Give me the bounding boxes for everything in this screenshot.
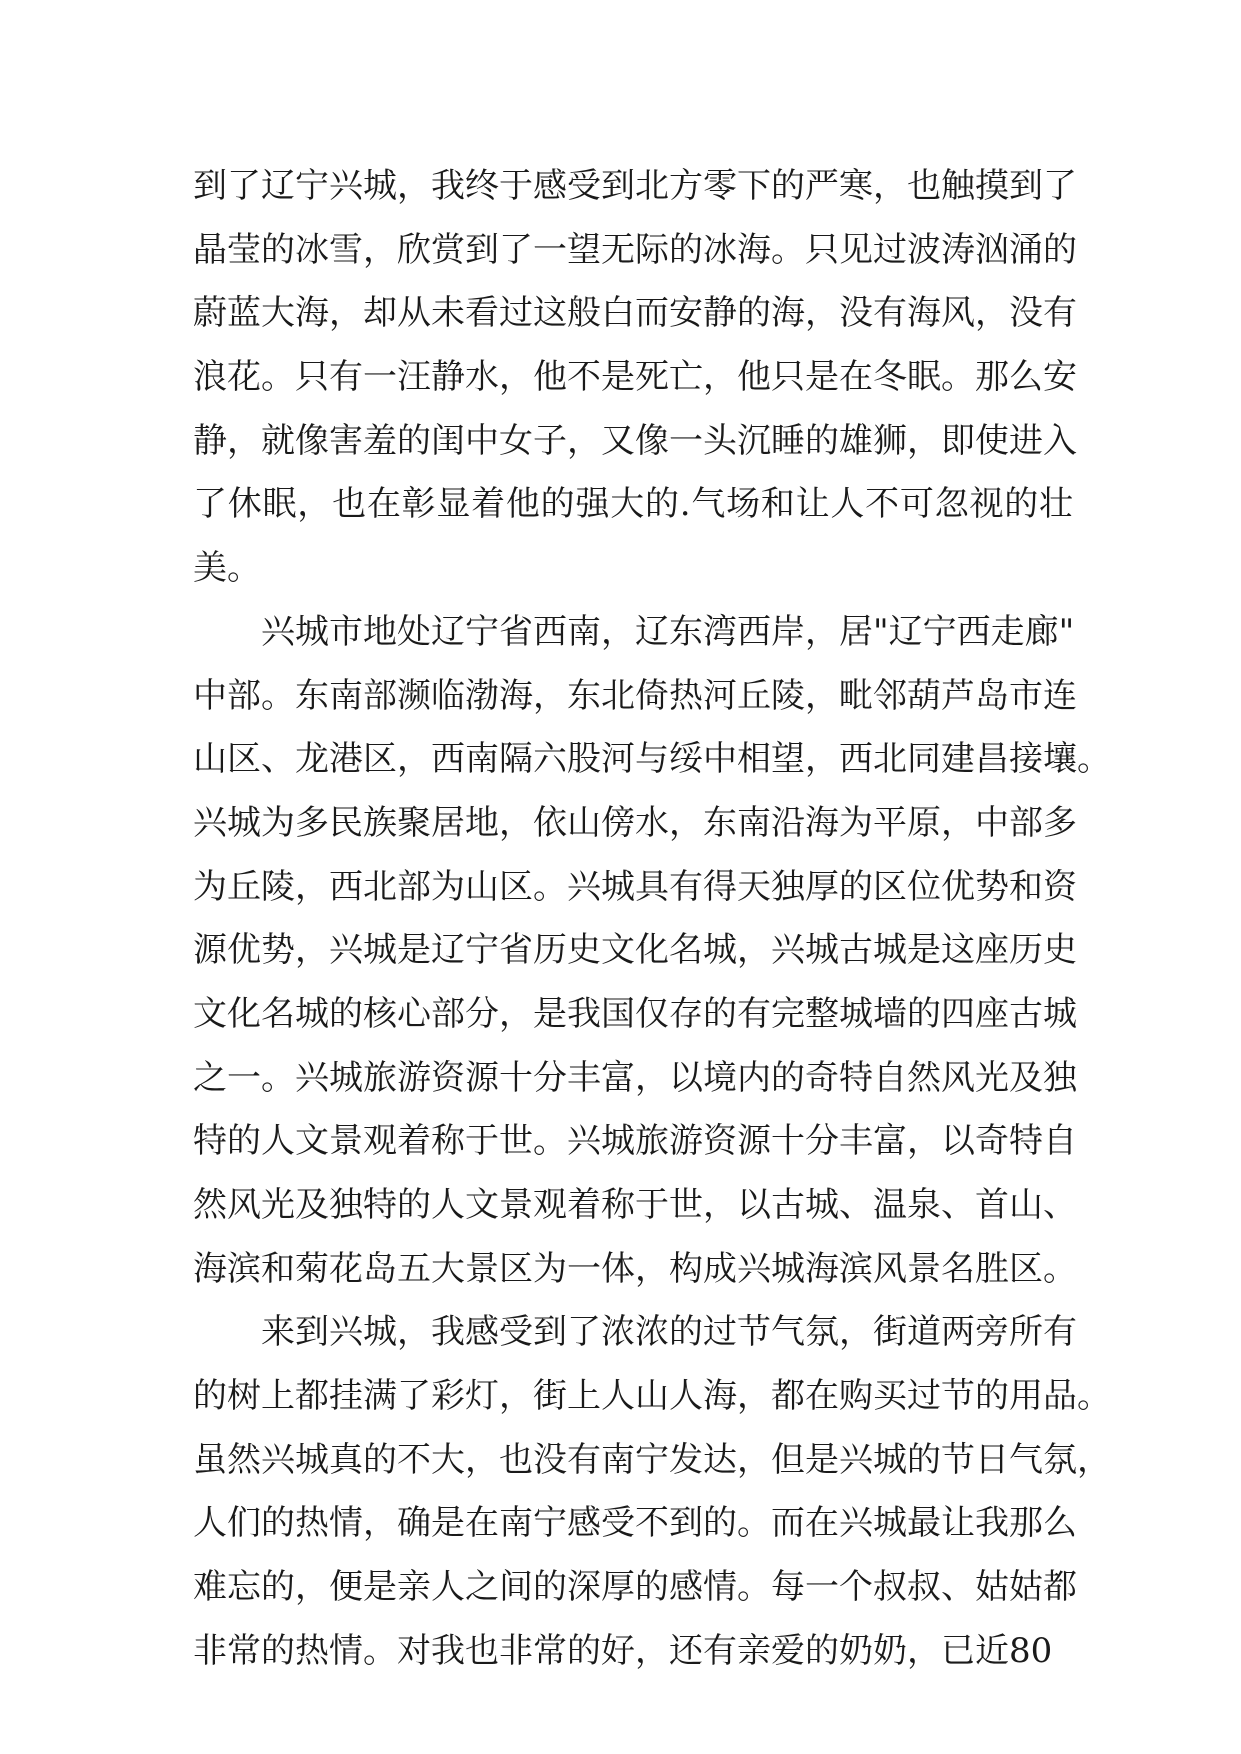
text-line: 之一。兴城旅游资源十分丰富，以境内的奇特自然风光及独 bbox=[193, 1057, 1077, 1098]
text-line: 文化名城的核心部分，是我国仅存的有完整城墙的四座古城 bbox=[193, 993, 1077, 1034]
text-line: 源优势，兴城是辽宁省历史文化名城，兴城古城是这座历史 bbox=[193, 930, 1077, 971]
text-line: 中部。东南部濒临渤海，东北倚热河丘陵，毗邻葫芦岛市连 bbox=[193, 675, 1077, 716]
text-line: 晶莹的冰雪，欣赏到了一望无际的冰海。只见过波涛汹涌的 bbox=[193, 229, 1077, 270]
text-line: 难忘的，便是亲人之间的深厚的感情。每一个叔叔、姑姑都 bbox=[193, 1567, 1077, 1608]
text-line: 兴城市地处辽宁省西南，辽东湾西岸，居"辽宁西走廊" bbox=[261, 611, 1075, 652]
text-line: 兴城为多民族聚居地，依山傍水，东南沿海为平原，中部多 bbox=[193, 802, 1077, 843]
paragraph-2 bbox=[193, 601, 1111, 1302]
text-line: 蔚蓝大海，却从未看过这般白而安静的海，没有海风，没有 bbox=[193, 293, 1077, 334]
text-line: 特的人文景观着称于世。兴城旅游资源十分丰富，以奇特自 bbox=[193, 1121, 1077, 1162]
text-line: 到了辽宁兴城，我终于感受到北方零下的严寒，也触摸到了 bbox=[193, 166, 1077, 206]
text-line: 为丘陵，西北部为山区。兴城具有得天独厚的区位优势和资 bbox=[193, 866, 1077, 907]
text-line: 人们的热情，确是在南宁感受不到的。而在兴城最让我那么 bbox=[193, 1503, 1077, 1544]
text-line: 来到兴城，我感受到了浓浓的过节气氛，街道两旁所有 bbox=[261, 1312, 1077, 1353]
text-line: 然风光及独特的人文景观着称于世，以古城、温泉、首山、 bbox=[193, 1185, 1077, 1225]
body-text bbox=[193, 155, 1111, 1684]
text-line: 虽然兴城真的不大，也没有南宁发达，但是兴城的节日气氛， bbox=[193, 1439, 1111, 1480]
text-line: 浪花。只有一汪静水，他不是死亡，他只是在冬眠。那么安 bbox=[193, 357, 1077, 398]
text-line: 海滨和菊花岛五大景区为一体，构成兴城海滨风景名胜区。 bbox=[193, 1248, 1077, 1289]
text-line: 了休眠，也在彰显着他的强大的.气场和让人不可忽视的壮 bbox=[193, 484, 1073, 525]
text-line: 静，就像害羞的闺中女子，又像一头沉睡的雄狮，即使进入 bbox=[193, 420, 1077, 461]
text-line: 山区、龙港区，西南隔六股河与绥中相望，西北同建昌接壤。 bbox=[193, 739, 1111, 780]
paragraph-3 bbox=[193, 1301, 1111, 1683]
paragraph-1 bbox=[193, 155, 1077, 601]
text-line: 的树上都挂满了彩灯，街上人山人海，都在购买过节的用品。 bbox=[193, 1376, 1111, 1417]
text-line: 美。 bbox=[193, 548, 261, 589]
text-line: 非常的热情。对我也非常的好，还有亲爱的奶奶，已近80 bbox=[193, 1630, 1053, 1671]
